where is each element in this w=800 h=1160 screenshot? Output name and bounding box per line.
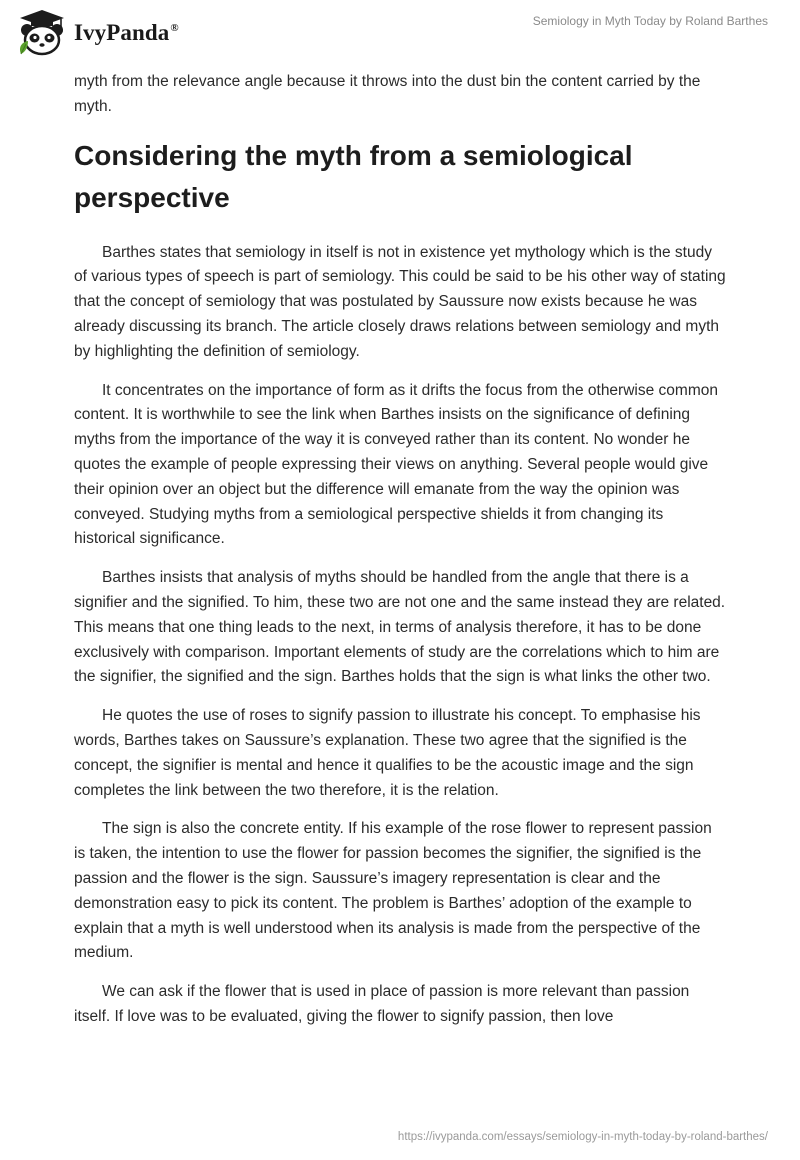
page-header	[0, 0, 800, 66]
source-url[interactable]: https://ivypanda.com/essays/semiology-in-myth-today-by-roland-barthes/	[397, 1131, 768, 1143]
paragraph: It concentrates on the importance of form as it drifts the focus from the otherwise common content. It is worthwhile to see the link when Barthes insists on the significance of defining myths from the importance of the way it is conveyed rather than its content. No wonder he quotes the example of people expressing their views on anything. Several people would give their opinion over an object but the difference will emanate from the way the opinion was conveyed. Studying myths from a semiological perspective shields it from changing its historical significance.	[74, 381, 718, 548]
paragraph: Barthes states that semiology in itself is not in existence yet mythology which is the study of various types of speech is part of semiology. This could be said to be his other way of stating that the concept of semiology that was postulated by Saussure now exists because he was already discussing its branch. The article closely draws relations between semiology and myth by highlighting the definition of semiology.	[74, 243, 726, 360]
ivypanda-logo[interactable]	[14, 8, 179, 58]
paragraph: He quotes the use of roses to signify passion to illustrate his concept. To emphasise his words, Barthes takes on Saussure’s explanation. These two agree that the signified is the concept, the signifier is mental and hence it qualifies to be the acoustic image and the sign completes the link between the two therefore, it is the relation.	[74, 707, 701, 799]
section-heading: Considering the myth from a semiological perspective	[74, 139, 633, 213]
registered-mark: ®	[170, 22, 179, 35]
paragraph: We can ask if the flower that is used in place of passion is more relevant than passion itself. If love was to be evaluated, giving the flower to signify passion, then love	[74, 983, 690, 1025]
paragraph: Barthes insists that analysis of myths should be handled from the angle that there is a signifier and the signified. To him, these two are not one and the same instead they are related. This means that one thing leads to the next, in terms of analysis therefore, it has to be done exclusively with comparison. Important elements of study are the correlations which to him are the signifier, the signified and the sign. Barthes holds that the sign is what links the other two.	[74, 569, 726, 686]
paragraph-continued: myth from the relevance angle because it throws into the dust bin the content carried by the myth.	[74, 73, 701, 115]
brand-name: IvyPanda®	[74, 20, 179, 45]
document-title: Semiology in Myth Today by Roland Barthes	[532, 14, 768, 28]
essay-body	[74, 70, 726, 1044]
paragraph: The sign is also the concrete entity. If his example of the rose flower to represent passion is taken, the intention to use the flower for passion becomes the signifier, the signified is the passion and the flower is the sign. Saussure’s imagery representation is clear and the demonstration easy to pick its content. The problem is Barthes’ adoption of the example to explain that a myth is well understood when its analysis is made from the perspective of the medium.	[74, 820, 712, 962]
panda-icon	[14, 8, 70, 58]
